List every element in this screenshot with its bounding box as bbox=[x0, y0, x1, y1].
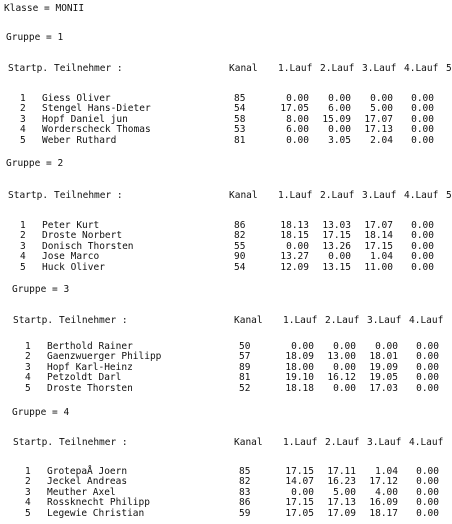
col-lauf2: 2.Lauf bbox=[325, 437, 360, 448]
participant-name: Gaenzwuerger Philipp bbox=[47, 351, 162, 362]
run4-value: 0.00 bbox=[411, 241, 434, 252]
run4-value: 0.00 bbox=[411, 251, 434, 262]
group-title: Gruppe = 2 bbox=[6, 158, 64, 169]
channel: 86 bbox=[234, 220, 246, 231]
group-title: Gruppe = 3 bbox=[12, 284, 70, 295]
run1-value: 18.18 bbox=[285, 383, 314, 394]
run3-value: 19.05 bbox=[369, 372, 398, 383]
col-lauf3: 3.Lauf bbox=[367, 437, 402, 448]
run1-value: 0.00 bbox=[286, 241, 309, 252]
channel: 54 bbox=[234, 103, 246, 114]
col-lauf1: 1.Lauf bbox=[283, 315, 318, 326]
col-startp: Startp. bbox=[8, 63, 49, 74]
run4-value: 0.00 bbox=[416, 508, 439, 519]
run4-value: 0.00 bbox=[416, 351, 439, 362]
run1-value: 18.00 bbox=[285, 362, 314, 373]
run3-value: 4.00 bbox=[375, 487, 398, 498]
group-title: Gruppe = 1 bbox=[6, 32, 64, 43]
run3-value: 17.13 bbox=[364, 124, 393, 135]
run1-value: 6.00 bbox=[286, 124, 309, 135]
participant-name: Rossknecht Philipp bbox=[47, 497, 150, 508]
start-number: 5 bbox=[20, 262, 26, 273]
col-startp: Startp. bbox=[13, 315, 54, 326]
col-lauf3: 3.Lauf bbox=[362, 190, 397, 201]
channel: 57 bbox=[239, 351, 251, 362]
run2-value: 17.11 bbox=[327, 466, 356, 477]
run4-value: 0.00 bbox=[416, 383, 439, 394]
run1-value: 18.15 bbox=[280, 230, 309, 241]
channel: 89 bbox=[239, 362, 251, 373]
run1-value: 17.05 bbox=[280, 103, 309, 114]
run2-value: 13.15 bbox=[322, 262, 351, 273]
run2-value: 5.00 bbox=[333, 487, 356, 498]
start-number: 3 bbox=[25, 362, 31, 373]
run3-value: 1.04 bbox=[375, 466, 398, 477]
channel: 58 bbox=[234, 114, 246, 125]
participant-name: Berthold Rainer bbox=[47, 341, 133, 352]
start-number: 4 bbox=[20, 251, 26, 262]
col-kanal: Kanal bbox=[229, 63, 258, 74]
channel: 54 bbox=[234, 262, 246, 273]
start-number: 1 bbox=[20, 93, 26, 104]
start-number: 4 bbox=[25, 497, 31, 508]
col-lauf4: 4.Lauf bbox=[404, 190, 439, 201]
run2-value: 17.15 bbox=[322, 230, 351, 241]
col-lauf3: 3.Lauf bbox=[367, 315, 402, 326]
run4-value: 0.00 bbox=[416, 466, 439, 477]
col-kanal: Kanal bbox=[229, 190, 258, 201]
participant-name: Droste Thorsten bbox=[47, 383, 133, 394]
run4-value: 0.00 bbox=[416, 487, 439, 498]
start-number: 2 bbox=[25, 476, 31, 487]
run2-value: 16.23 bbox=[327, 476, 356, 487]
participant-name: Peter Kurt bbox=[42, 220, 100, 231]
run2-value: 17.09 bbox=[327, 508, 356, 519]
run3-value: 0.00 bbox=[370, 93, 393, 104]
run4-value: 0.00 bbox=[416, 341, 439, 352]
run3-value: 11.00 bbox=[364, 262, 393, 273]
run4-value: 0.00 bbox=[411, 135, 434, 146]
channel: 52 bbox=[239, 383, 251, 394]
start-number: 1 bbox=[25, 466, 31, 477]
channel: 85 bbox=[234, 93, 246, 104]
col-lauf5-cut: 5 bbox=[446, 63, 452, 74]
col-kanal: Kanal bbox=[234, 315, 263, 326]
channel: 50 bbox=[239, 341, 251, 352]
col-teilnehmer: Teilnehmer : bbox=[54, 190, 123, 201]
run3-value: 18.01 bbox=[369, 351, 398, 362]
run2-value: 15.09 bbox=[322, 114, 351, 125]
run2-value: 0.00 bbox=[333, 341, 356, 352]
channel: 85 bbox=[239, 466, 251, 477]
run2-value: 3.05 bbox=[328, 135, 351, 146]
channel: 53 bbox=[234, 124, 246, 135]
col-lauf4: 4.Lauf bbox=[404, 63, 439, 74]
run2-value: 13.03 bbox=[322, 220, 351, 231]
col-teilnehmer: Teilnehmer : bbox=[54, 63, 123, 74]
col-lauf1: 1.Lauf bbox=[278, 190, 313, 201]
run4-value: 0.00 bbox=[411, 114, 434, 125]
run3-value: 17.07 bbox=[364, 114, 393, 125]
start-number: 5 bbox=[20, 135, 26, 146]
run1-value: 17.15 bbox=[285, 466, 314, 477]
col-lauf1: 1.Lauf bbox=[283, 437, 318, 448]
participant-name: Worderscheck Thomas bbox=[42, 124, 151, 135]
participant-name: Jose Marco bbox=[42, 251, 100, 262]
run3-value: 0.00 bbox=[375, 341, 398, 352]
col-kanal: Kanal bbox=[234, 437, 263, 448]
participant-name: Petzoldt Darl bbox=[47, 372, 122, 383]
participant-name: Legewie Christian bbox=[47, 508, 145, 519]
channel: 82 bbox=[234, 230, 246, 241]
run3-value: 5.00 bbox=[370, 103, 393, 114]
run1-value: 17.15 bbox=[285, 497, 314, 508]
run4-value: 0.00 bbox=[416, 476, 439, 487]
start-number: 1 bbox=[25, 341, 31, 352]
run4-value: 0.00 bbox=[411, 220, 434, 231]
start-number: 2 bbox=[20, 103, 26, 114]
participant-name: Donisch Thorsten bbox=[42, 241, 134, 252]
channel: 83 bbox=[239, 487, 251, 498]
run4-value: 0.00 bbox=[411, 262, 434, 273]
run4-value: 0.00 bbox=[416, 362, 439, 373]
col-lauf2: 2.Lauf bbox=[325, 315, 360, 326]
col-startp: Startp. bbox=[13, 437, 54, 448]
start-number: 2 bbox=[25, 351, 31, 362]
run2-value: 13.26 bbox=[322, 241, 351, 252]
start-number: 5 bbox=[25, 508, 31, 519]
run3-value: 19.09 bbox=[369, 362, 398, 373]
run3-value: 16.09 bbox=[369, 497, 398, 508]
run2-value: 17.13 bbox=[327, 497, 356, 508]
run4-value: 0.00 bbox=[416, 497, 439, 508]
run1-value: 0.00 bbox=[291, 341, 314, 352]
run1-value: 19.10 bbox=[285, 372, 314, 383]
run1-value: 8.00 bbox=[286, 114, 309, 125]
run2-value: 6.00 bbox=[328, 103, 351, 114]
run2-value: 0.00 bbox=[328, 251, 351, 262]
col-startp: Startp. bbox=[8, 190, 49, 201]
channel: 81 bbox=[239, 372, 251, 383]
start-number: 3 bbox=[20, 241, 26, 252]
run4-value: 0.00 bbox=[411, 230, 434, 241]
run3-value: 17.07 bbox=[364, 220, 393, 231]
channel: 82 bbox=[239, 476, 251, 487]
class-title: Klasse = MONII bbox=[4, 3, 85, 14]
start-number: 5 bbox=[25, 383, 31, 394]
run1-value: 18.13 bbox=[280, 220, 309, 231]
start-number: 2 bbox=[20, 230, 26, 241]
run1-value: 12.09 bbox=[280, 262, 309, 273]
channel: 86 bbox=[239, 497, 251, 508]
participant-name: GrotepaÅ Joern bbox=[47, 466, 128, 477]
run3-value: 17.12 bbox=[369, 476, 398, 487]
participant-name: Huck Oliver bbox=[42, 262, 105, 273]
participant-name: Stengel Hans-Dieter bbox=[42, 103, 151, 114]
run1-value: 13.27 bbox=[280, 251, 309, 262]
col-lauf2: 2.Lauf bbox=[320, 63, 355, 74]
run4-value: 0.00 bbox=[411, 93, 434, 104]
run1-value: 17.05 bbox=[285, 508, 314, 519]
col-lauf1: 1.Lauf bbox=[278, 63, 313, 74]
run2-value: 0.00 bbox=[333, 362, 356, 373]
run3-value: 17.15 bbox=[364, 241, 393, 252]
col-lauf4: 4.Lauf bbox=[409, 437, 444, 448]
run4-value: 0.00 bbox=[416, 372, 439, 383]
participant-name: Droste Norbert bbox=[42, 230, 123, 241]
run4-value: 0.00 bbox=[411, 124, 434, 135]
col-lauf2: 2.Lauf bbox=[320, 190, 355, 201]
participant-name: Hopf Daniel jun bbox=[42, 114, 128, 125]
start-number: 4 bbox=[20, 124, 26, 135]
run1-value: 14.07 bbox=[285, 476, 314, 487]
run2-value: 0.00 bbox=[328, 124, 351, 135]
run4-value: 0.00 bbox=[411, 103, 434, 114]
participant-name: Weber Ruthard bbox=[42, 135, 117, 146]
run2-value: 0.00 bbox=[328, 93, 351, 104]
run3-value: 1.04 bbox=[370, 251, 393, 262]
participant-name: Jeckel Andreas bbox=[47, 476, 128, 487]
start-number: 1 bbox=[20, 220, 26, 231]
run2-value: 0.00 bbox=[333, 383, 356, 394]
run3-value: 18.17 bbox=[369, 508, 398, 519]
col-teilnehmer: Teilnehmer : bbox=[59, 437, 128, 448]
run1-value: 0.00 bbox=[291, 487, 314, 498]
participant-name: Hopf Karl-Heinz bbox=[47, 362, 133, 373]
run1-value: 18.09 bbox=[285, 351, 314, 362]
run2-value: 13.00 bbox=[327, 351, 356, 362]
run3-value: 17.03 bbox=[369, 383, 398, 394]
start-number: 3 bbox=[20, 114, 26, 125]
run1-value: 0.00 bbox=[286, 93, 309, 104]
start-number: 4 bbox=[25, 372, 31, 383]
channel: 59 bbox=[239, 508, 251, 519]
run2-value: 16.12 bbox=[327, 372, 356, 383]
channel: 81 bbox=[234, 135, 246, 146]
col-lauf5-cut: 5 bbox=[446, 190, 452, 201]
col-lauf4: 4.Lauf bbox=[409, 315, 444, 326]
col-teilnehmer: Teilnehmer : bbox=[59, 315, 128, 326]
start-number: 3 bbox=[25, 487, 31, 498]
channel: 90 bbox=[234, 251, 246, 262]
col-lauf3: 3.Lauf bbox=[362, 63, 397, 74]
participant-name: Giess Oliver bbox=[42, 93, 111, 104]
channel: 55 bbox=[234, 241, 246, 252]
run3-value: 2.04 bbox=[370, 135, 393, 146]
run1-value: 0.00 bbox=[286, 135, 309, 146]
participant-name: Meuther Axel bbox=[47, 487, 116, 498]
run3-value: 18.14 bbox=[364, 230, 393, 241]
group-title: Gruppe = 4 bbox=[12, 407, 70, 418]
